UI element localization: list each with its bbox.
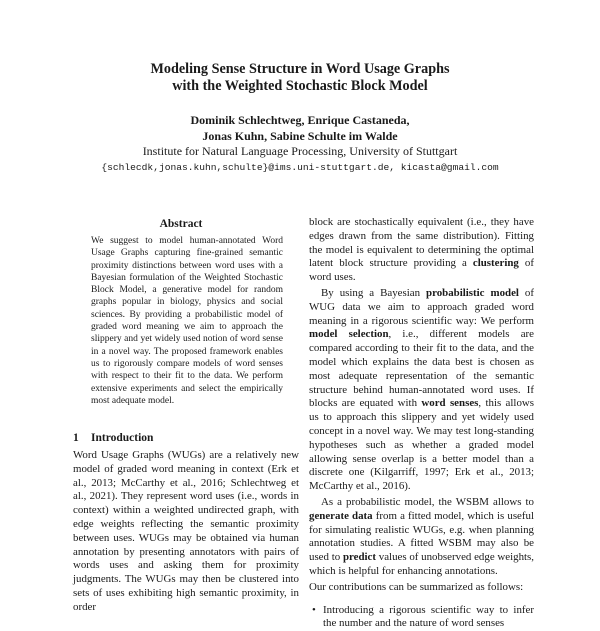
authors-line-1: Dominik Schlechtweg, Enrique Castaneda,: [190, 113, 410, 127]
emphasis-model-selection: model selection: [309, 328, 389, 341]
affiliation: Institute for Natural Language Processing, University of Stuttgart: [142, 144, 458, 158]
section-title: Introduction: [91, 432, 154, 444]
right-paragraph-2: By using a Bayesian probabilistic model of WUG data we aim to approach graded word meaning in a rigorous scientific way: We perform model selection, i.e., different models are compared according to their fit to the data, and the model which explains the data best is chosen as most adequate representation of the semantic structure behind human-annotated word uses. If blocks are equated with word senses, this allows us to approach this slippery and yet widely used concept in a novel way. We may test long-standing hypotheses such as whether a graded model allowing sense overlap is a better model than a discrete one (Kilgarriff, 1997; Erk et al., 2013; McCarthy et al., 2016).: [309, 286, 535, 493]
right-paragraph-1: block are stochastically equivalent (i.e., they have edges drawn from the same distribution). Fitting the model is equivalent to determining the optimal latent block structure providing a clustering of word uses.: [309, 216, 534, 284]
section-number: 1: [73, 432, 79, 444]
authors-line-2: Jonas Kuhn, Sabine Schulte im Walde: [202, 128, 398, 143]
abstract-text: We suggest to model human-annotated Word Usage Graphs capturing fine-grained semantic proximity distinctions between word uses with a Bayesian formulation of the Weighted Stochastic Block Model, a generative model for random graphs popular in biology, physics and social sciences. By providing a probabilistic model of graded word meaning we aim to approach the slippery and yet widely used notion of word sense in a novel way. The proposed framework enables us to rigorously compare models of word senses with respect to their fit to the data. We perform extensive experiments and select the empirically most adequate model.: [91, 236, 283, 406]
contributions-list: [309, 604, 534, 631]
right-column: [309, 216, 534, 631]
contributions-intro: Our contributions can be summarized as follows:: [309, 580, 524, 593]
abstract-heading: Abstract: [159, 218, 203, 230]
emphasis-predict: predict: [342, 551, 377, 564]
section-heading-introduction: [73, 432, 153, 444]
email-addresses: {schlecdk,jonas.kuhn,schulte}@ims.uni-stuttgart.de, kicasta@gmail.com: [101, 161, 499, 173]
paper-title: [0, 61, 600, 95]
contribution-item: • Introducing a rigorous scientific way to infer the number and the nature of word senses: [323, 604, 534, 631]
emphasis-word-senses: word senses: [421, 397, 479, 410]
title-line-1: Modeling Sense Structure in Word Usage Graphs: [150, 61, 450, 77]
emphasis-probabilistic-model: probabilistic model: [426, 286, 519, 299]
emphasis-generate-data: generate data: [309, 509, 373, 522]
title-line-2: with the Weighted Stochastic Block Model: [172, 78, 428, 94]
left-column: [73, 449, 299, 615]
intro-paragraph-1: Word Usage Graphs (WUGs) are a relatively new model of graded word meaning in context (Erk et al., 2013; McCarthy et al., 2016; Schlechtweg et al., 2021). They represent word uses (i.e., words in context) within a weighted undirected graph, with edge weights reflecting the semantic proximity between uses. WUGs may be obtained via human annotation by presenting annotators with pairs of words uses and asking them for proximity judgments. The WUGs may then be clustered into sets of uses exhibiting high semantic proximity, in order: [73, 449, 299, 613]
right-paragraph-3: As a probabilistic model, the WSBM allows to generate data from a fitted model, which is useful for simulating realistic WUGs, e.g. when planning annotation studies. A fitted WSBM may also be used to predict values of unobserved edge weights, which is helpful for enhancing annotations.: [309, 495, 534, 577]
emphasis-clustering: clustering: [472, 257, 519, 270]
author-block: [0, 113, 600, 175]
